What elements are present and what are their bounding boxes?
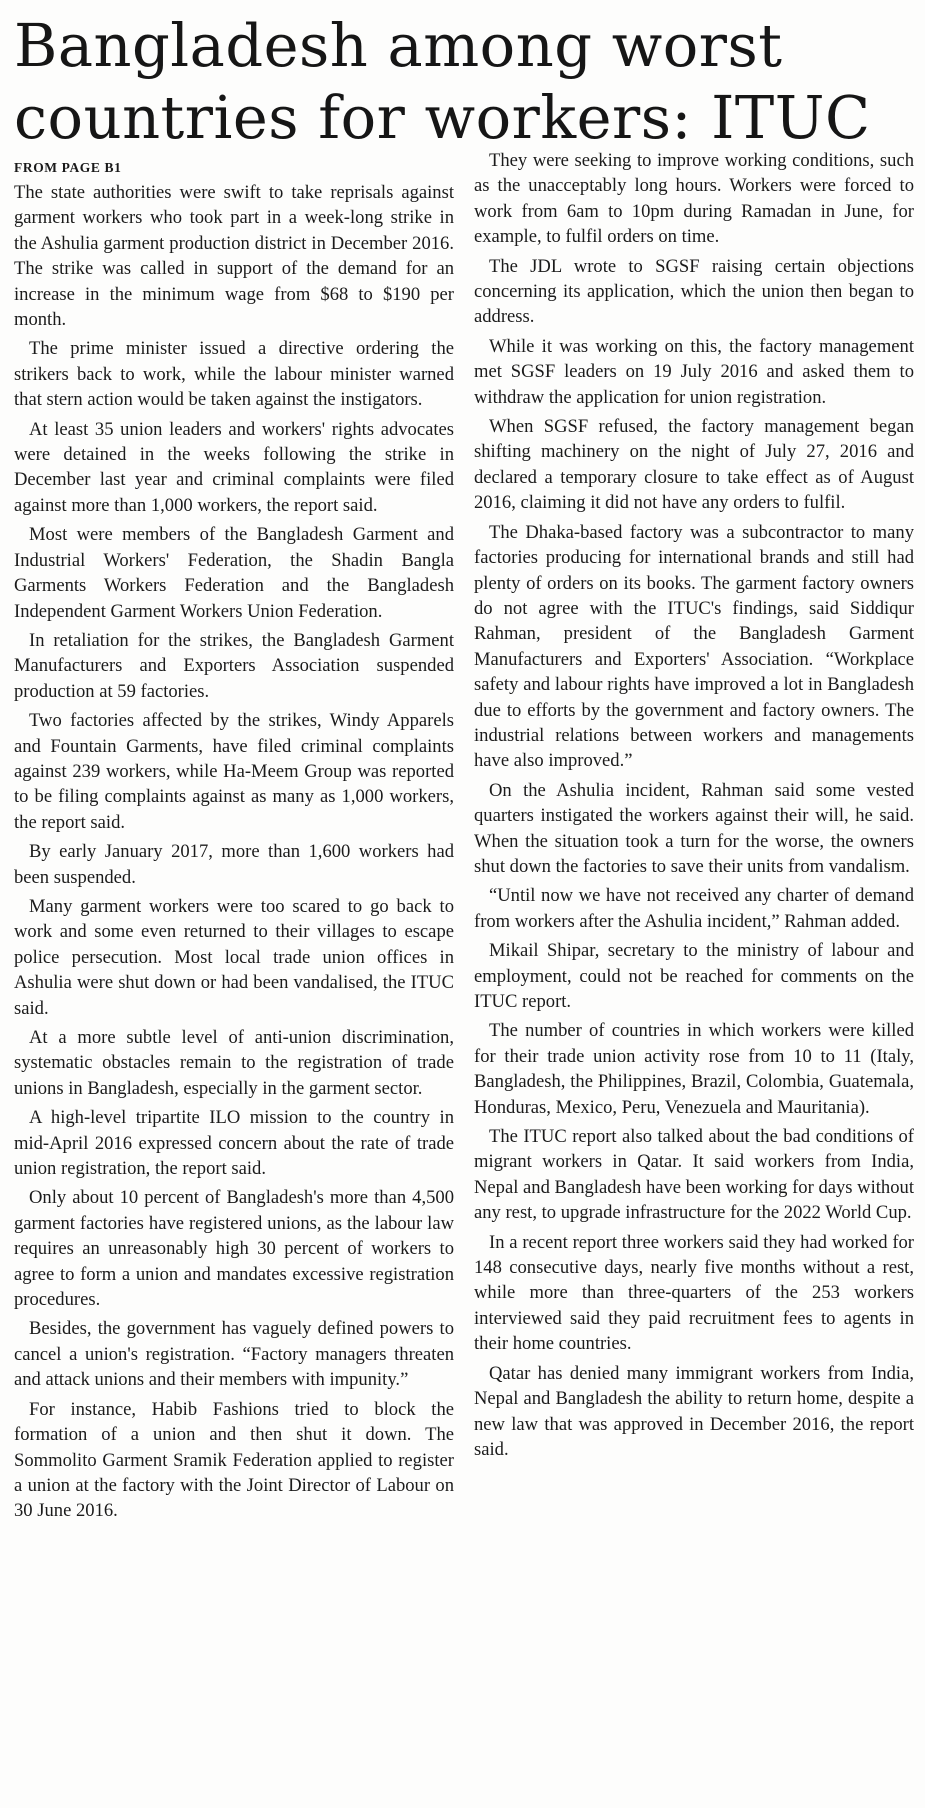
paragraph: Most were members of the Bangladesh Garment and Industrial Workers' Federation, the Shadin Bangla Garments Workers Federation and the Bangladesh Independent Garment Workers Union Federation. xyxy=(14,524,454,622)
headline-line-1: Bangladesh among worst xyxy=(14,11,783,80)
paragraph: Two factories affected by the strikes, Windy Apparels and Fountain Garments, have filed criminal complaints against 239 workers, while Ha-Meem Group was reported to be filing complaints against as many as 1,000 workers, the report said. xyxy=(14,710,454,833)
paragraph: The Dhaka-based factory was a subcontractor to many factories producing for international brands and still had plenty of orders on its books. The garment factory owners do not agree with the ITUC's findings, said Siddiqur Rahman, president of the Bangladesh Garment Manufacturers and Exporters' Association. “Workplace safety and labour rights have improved a lot in Bangladesh due to efforts by the government and factory owners. The industrial relations between workers and managements have also improved.” xyxy=(474,521,914,772)
paragraph: They were seeking to improve working conditions, such as the unacceptably long hours. Workers were forced to work from 6am to 10pm during Ramadan in June, for example, to fulfil orders on time. xyxy=(474,150,914,248)
paragraph: By early January 2017, more than 1,600 workers had been suspended. xyxy=(14,841,454,888)
paragraph: When SGSF refused, the factory management began shifting machinery on the night of July 27, 2016 and declared a temporary closure to take effect as of August 2016, claiming it did not have any orders to fulfil. xyxy=(474,416,914,514)
paragraph: Only about 10 percent of Bangladesh's more than 4,500 garment factories have registered unions, as the labour law requires an unreasonably high 30 percent of workers to agree to form a union and mandates excessive registration procedures. xyxy=(14,1187,454,1311)
paragraph: On the Ashulia incident, Rahman said some vested quarters instigated the workers against their will, he said. When the situation took a turn for the worse, the owners shut down the factories to save their units from vandalism. xyxy=(474,779,914,877)
paragraph: The JDL wrote to SGSF raising certain objections concerning its application, which the union then began to address. xyxy=(474,255,914,328)
paragraph: At a more subtle level of anti-union discrimination, systematic obstacles remain to the registration of trade unions in Bangladesh, especially in the garment sector. xyxy=(14,1027,454,1099)
paragraph: The number of countries in which workers were killed for their trade union activity rose from 10 to 11 (Italy, Bangladesh, the Philippines, Brazil, Colombia, Guatemala, Honduras, Mexico, Peru, Venezuela and Mauritania). xyxy=(474,1020,914,1118)
paragraph: “Until now we have not received any charter of demand from workers after the Ashulia incident,” Rahman added. xyxy=(474,885,914,932)
left-column xyxy=(14,158,454,1798)
paragraph: Many garment workers were too scared to go back to work and some even returned to their villages to escape police persecution. Most local trade union offices in Ashulia were shut down or had been vandalised, the ITUC said. xyxy=(14,895,454,1019)
paragraph: Qatar has denied many immigrant workers from India, Nepal and Bangladesh the ability to return home, despite a new law that was approved in December 2016, the report said. xyxy=(474,1362,914,1460)
headline xyxy=(14,10,914,154)
paragraph: The state authorities were swift to take reprisals against garment workers who took part in a week-long strike in the Ashulia garment production district in December 2016. The strike was called in support of the demand for an increase in the minimum wage from $68 to $190 per month. xyxy=(14,182,454,331)
paragraph: In a recent report three workers said they had worked for 148 consecutive days, nearly five months without a rest, while more than three-quarters of the 253 workers interviewed said they paid recruitment fees to agents in their home countries. xyxy=(474,1231,914,1355)
dateline: FROM PAGE B1 xyxy=(14,160,122,175)
paragraph: Mikail Shipar, secretary to the ministry of labour and employment, could not be reached for comments on the ITUC report. xyxy=(474,940,914,1012)
paragraph: While it was working on this, the factory management met SGSF leaders on 19 July 2016 and asked them to withdraw the application for union registration. xyxy=(474,335,914,408)
paragraph: For instance, Habib Fashions tried to block the formation of a union and then shut it down. The Sommolito Garment Sramik Federation applied to register a union at the factory with the Joint Director of Labour on 30 June 2016. xyxy=(14,1398,454,1522)
paragraph: Besides, the government has vaguely defined powers to cancel a union's registration. “Factory managers threaten and attack unions and their members with impunity.” xyxy=(14,1318,454,1391)
paragraph: The ITUC report also talked about the bad conditions of migrant workers in Qatar. It said workers from India, Nepal and Bangladesh have been working for days without any rest, to upgrade infrastructure for the 2022 World Cup. xyxy=(474,1126,914,1224)
right-column xyxy=(474,148,914,1788)
paragraph: The prime minister issued a directive ordering the strikers back to work, while the labour minister warned that stern action would be taken against the instigators. xyxy=(14,338,454,411)
paragraph: At least 35 union leaders and workers' rights advocates were detained in the weeks following the strike in December last year and criminal complaints were filed against more than 1,000 workers, the report said. xyxy=(14,418,454,516)
paragraph: In retaliation for the strikes, the Bangladesh Garment Manufacturers and Exporters Association suspended production at 59 factories. xyxy=(14,629,454,702)
headline-line-2: countries for workers: ITUC xyxy=(14,83,871,152)
paragraph: A high-level tripartite ILO mission to the country in mid-April 2016 expressed concern about the rate of trade union registration, the report said. xyxy=(14,1107,454,1180)
